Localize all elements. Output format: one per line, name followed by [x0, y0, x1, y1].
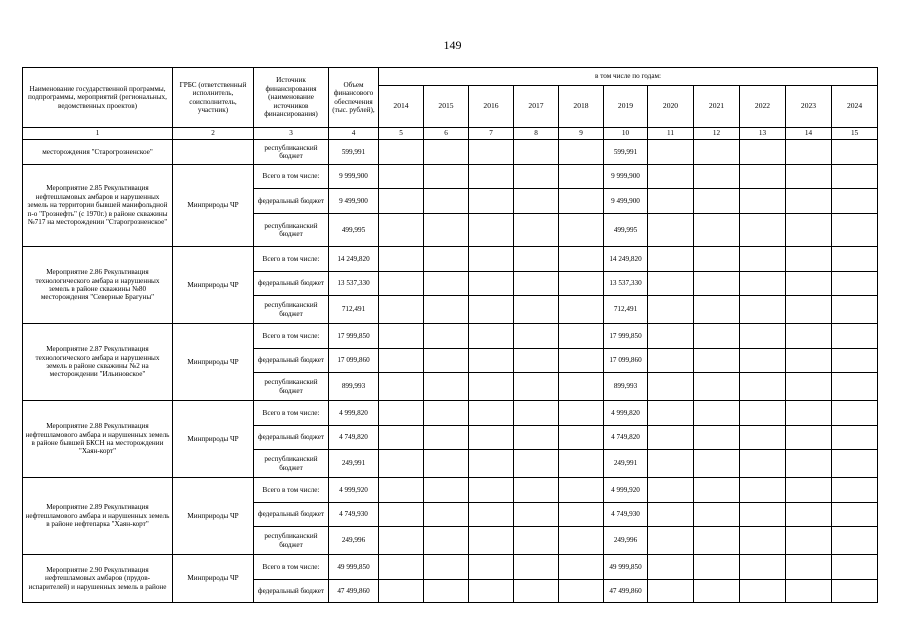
- year-empty-cell: [469, 426, 514, 450]
- year-2019-value: 499,995: [604, 214, 648, 247]
- year-empty-cell: [424, 272, 469, 296]
- year-empty-cell: [514, 555, 559, 580]
- year-empty-cell: [832, 189, 878, 214]
- year-empty-cell: [379, 373, 424, 401]
- year-empty-cell: [832, 296, 878, 324]
- year-empty-cell: [740, 272, 786, 296]
- year-empty-cell: [694, 555, 740, 580]
- year-empty-cell: [469, 324, 514, 349]
- year-empty-cell: [379, 555, 424, 580]
- header-grbs: ГРБС (ответственный исполнитель, соисполнитель, участник): [173, 68, 254, 128]
- year-empty-cell: [786, 527, 832, 555]
- year-empty-cell: [424, 401, 469, 426]
- year-empty-cell: [740, 555, 786, 580]
- year-empty-cell: [559, 527, 604, 555]
- year-empty-cell: [786, 272, 832, 296]
- year-empty-cell: [379, 165, 424, 189]
- funding-source: Всего в том числе:: [254, 324, 329, 349]
- funding-source: Всего в том числе:: [254, 247, 329, 272]
- year-empty-cell: [832, 580, 878, 603]
- table-row: [23, 247, 878, 272]
- year-empty-cell: [424, 349, 469, 373]
- year-2019-value: 14 249,820: [604, 247, 648, 272]
- year-empty-cell: [786, 450, 832, 478]
- year-empty-cell: [514, 324, 559, 349]
- year-empty-cell: [469, 349, 514, 373]
- year-empty-cell: [559, 426, 604, 450]
- year-empty-cell: [740, 324, 786, 349]
- year-2019-value: 4 749,930: [604, 503, 648, 527]
- year-empty-cell: [786, 324, 832, 349]
- year-empty-cell: [514, 296, 559, 324]
- year-empty-cell: [514, 450, 559, 478]
- year-empty-cell: [559, 189, 604, 214]
- year-empty-cell: [424, 324, 469, 349]
- year-empty-cell: [559, 580, 604, 603]
- year-empty-cell: [740, 296, 786, 324]
- year-empty-cell: [379, 503, 424, 527]
- year-empty-cell: [424, 140, 469, 165]
- measure-name: Мероприятие 2.88 Рекультивация нефтешламового амбара и нарушенных земель в районе бывшей БКСН на месторождении "Хаян-корт": [23, 401, 173, 478]
- column-number: 15: [832, 128, 878, 140]
- year-empty-cell: [648, 426, 694, 450]
- year-empty-cell: [648, 247, 694, 272]
- year-empty-cell: [379, 272, 424, 296]
- year-empty-cell: [740, 580, 786, 603]
- year-empty-cell: [469, 373, 514, 401]
- year-empty-cell: [648, 189, 694, 214]
- funding-source: республиканский бюджет: [254, 373, 329, 401]
- year-2019-value: 49 999,850: [604, 555, 648, 580]
- year-empty-cell: [786, 247, 832, 272]
- year-empty-cell: [514, 426, 559, 450]
- year-empty-cell: [514, 478, 559, 503]
- year-empty-cell: [379, 478, 424, 503]
- year-empty-cell: [559, 272, 604, 296]
- budget-body: [23, 140, 878, 603]
- year-2019-value: 4 999,920: [604, 478, 648, 503]
- year-empty-cell: [832, 450, 878, 478]
- year-empty-cell: [379, 247, 424, 272]
- year-empty-cell: [379, 426, 424, 450]
- year-empty-cell: [379, 580, 424, 603]
- year-empty-cell: [559, 450, 604, 478]
- year-empty-cell: [559, 555, 604, 580]
- measure-name: Мероприятие 2.89 Рекультивация нефтешламового амбара и нарушенных земель в районе нефтепарка "Хаян-корт": [23, 478, 173, 555]
- column-numbers-row: [23, 128, 878, 140]
- year-empty-cell: [832, 247, 878, 272]
- year-empty-cell: [424, 165, 469, 189]
- measure-name: Мероприятие 2.86 Рекультивация технологического амбара и нарушенных земель в районе скважины №80 месторождения "Северные Брагуны": [23, 247, 173, 324]
- year-2019-value: 712,491: [604, 296, 648, 324]
- year-empty-cell: [832, 324, 878, 349]
- column-number: 7: [469, 128, 514, 140]
- column-number: 14: [786, 128, 832, 140]
- funding-source: федеральный бюджет: [254, 349, 329, 373]
- measure-grbs: Минприроды ЧР: [173, 324, 254, 401]
- header-year: 2022: [740, 86, 786, 128]
- year-empty-cell: [648, 555, 694, 580]
- year-empty-cell: [786, 140, 832, 165]
- year-2019-value: 47 499,860: [604, 580, 648, 603]
- measure-grbs: Минприроды ЧР: [173, 247, 254, 324]
- year-empty-cell: [379, 450, 424, 478]
- funding-source: Всего в том числе:: [254, 478, 329, 503]
- year-empty-cell: [424, 426, 469, 450]
- year-empty-cell: [740, 247, 786, 272]
- funding-volume: 249,996: [329, 527, 379, 555]
- year-empty-cell: [694, 401, 740, 426]
- funding-source: республиканский бюджет: [254, 140, 329, 165]
- year-empty-cell: [648, 450, 694, 478]
- year-empty-cell: [786, 503, 832, 527]
- funding-source: республиканский бюджет: [254, 214, 329, 247]
- year-empty-cell: [424, 555, 469, 580]
- year-empty-cell: [694, 272, 740, 296]
- year-empty-cell: [740, 527, 786, 555]
- year-empty-cell: [648, 296, 694, 324]
- measure-grbs: Минприроды ЧР: [173, 478, 254, 555]
- funding-volume: 17 999,850: [329, 324, 379, 349]
- funding-source: федеральный бюджет: [254, 272, 329, 296]
- year-empty-cell: [694, 478, 740, 503]
- year-empty-cell: [514, 247, 559, 272]
- table-row: [23, 140, 878, 165]
- year-empty-cell: [469, 296, 514, 324]
- year-empty-cell: [514, 580, 559, 603]
- measure-name: Мероприятие 2.85 Рекультивация нефтешламовых амбаров и нарушенных земель на территории бывшей манифольдной п-о "Грознефть" (с 1970г.) в районе скважины №717 на месторождении "Старогрозненское": [23, 165, 173, 247]
- year-empty-cell: [648, 349, 694, 373]
- year-2019-value: 9 999,900: [604, 165, 648, 189]
- measure-grbs: [173, 140, 254, 165]
- year-empty-cell: [559, 214, 604, 247]
- header-source: Источник финансирования (наименование источников финансирования): [254, 68, 329, 128]
- year-empty-cell: [469, 401, 514, 426]
- funding-source: Всего в том числе:: [254, 165, 329, 189]
- year-empty-cell: [740, 426, 786, 450]
- year-2019-value: 599,991: [604, 140, 648, 165]
- funding-source: республиканский бюджет: [254, 527, 329, 555]
- year-empty-cell: [424, 247, 469, 272]
- year-empty-cell: [832, 527, 878, 555]
- year-empty-cell: [786, 214, 832, 247]
- year-empty-cell: [514, 272, 559, 296]
- year-empty-cell: [469, 450, 514, 478]
- year-empty-cell: [786, 349, 832, 373]
- year-empty-cell: [424, 478, 469, 503]
- year-empty-cell: [424, 189, 469, 214]
- year-empty-cell: [559, 373, 604, 401]
- header-year: 2019: [604, 86, 648, 128]
- table-row: [23, 165, 878, 189]
- year-empty-cell: [694, 503, 740, 527]
- funding-volume: 599,991: [329, 140, 379, 165]
- year-empty-cell: [832, 373, 878, 401]
- year-empty-cell: [469, 165, 514, 189]
- year-empty-cell: [694, 324, 740, 349]
- year-empty-cell: [424, 214, 469, 247]
- funding-volume: 9 499,900: [329, 189, 379, 214]
- funding-volume: 4 749,820: [329, 426, 379, 450]
- header-year: 2014: [379, 86, 424, 128]
- year-2019-value: 249,996: [604, 527, 648, 555]
- year-empty-cell: [694, 349, 740, 373]
- year-empty-cell: [740, 214, 786, 247]
- year-empty-cell: [786, 426, 832, 450]
- funding-volume: 899,993: [329, 373, 379, 401]
- year-empty-cell: [832, 503, 878, 527]
- column-number: 9: [559, 128, 604, 140]
- funding-source: федеральный бюджет: [254, 580, 329, 603]
- year-empty-cell: [559, 401, 604, 426]
- table-row: [23, 555, 878, 580]
- column-number: 5: [379, 128, 424, 140]
- year-empty-cell: [786, 401, 832, 426]
- year-empty-cell: [694, 580, 740, 603]
- year-empty-cell: [694, 296, 740, 324]
- year-empty-cell: [648, 272, 694, 296]
- year-empty-cell: [694, 450, 740, 478]
- year-empty-cell: [786, 555, 832, 580]
- year-empty-cell: [832, 349, 878, 373]
- year-empty-cell: [514, 401, 559, 426]
- year-empty-cell: [648, 324, 694, 349]
- header-year: 2017: [514, 86, 559, 128]
- year-empty-cell: [379, 214, 424, 247]
- year-empty-cell: [694, 373, 740, 401]
- funding-volume: 499,995: [329, 214, 379, 247]
- funding-volume: 712,491: [329, 296, 379, 324]
- funding-volume: 49 999,850: [329, 555, 379, 580]
- year-empty-cell: [740, 349, 786, 373]
- header-year: 2018: [559, 86, 604, 128]
- column-number: 10: [604, 128, 648, 140]
- year-empty-cell: [514, 527, 559, 555]
- column-number: 1: [23, 128, 173, 140]
- funding-volume: 4 749,930: [329, 503, 379, 527]
- column-number: 13: [740, 128, 786, 140]
- year-empty-cell: [740, 140, 786, 165]
- year-empty-cell: [379, 189, 424, 214]
- year-empty-cell: [379, 401, 424, 426]
- year-empty-cell: [424, 373, 469, 401]
- year-empty-cell: [694, 527, 740, 555]
- year-empty-cell: [648, 373, 694, 401]
- funding-volume: 17 099,860: [329, 349, 379, 373]
- table-row: [23, 478, 878, 503]
- year-empty-cell: [514, 373, 559, 401]
- year-2019-value: 13 537,330: [604, 272, 648, 296]
- year-empty-cell: [379, 349, 424, 373]
- column-number: 6: [424, 128, 469, 140]
- year-empty-cell: [379, 527, 424, 555]
- year-empty-cell: [694, 165, 740, 189]
- year-empty-cell: [424, 527, 469, 555]
- year-empty-cell: [786, 580, 832, 603]
- year-empty-cell: [832, 140, 878, 165]
- funding-volume: 4 999,920: [329, 478, 379, 503]
- year-empty-cell: [469, 555, 514, 580]
- header-row: [23, 68, 878, 86]
- funding-volume: 47 499,860: [329, 580, 379, 603]
- year-empty-cell: [469, 527, 514, 555]
- year-empty-cell: [559, 165, 604, 189]
- year-empty-cell: [469, 214, 514, 247]
- year-empty-cell: [832, 478, 878, 503]
- year-empty-cell: [740, 189, 786, 214]
- year-empty-cell: [832, 165, 878, 189]
- header-year: 2021: [694, 86, 740, 128]
- header-name: Наименование государственной программы, подпрограммы, мероприятий (региональных, ведомственных проектов): [23, 68, 173, 128]
- year-empty-cell: [559, 349, 604, 373]
- year-empty-cell: [469, 503, 514, 527]
- year-empty-cell: [514, 214, 559, 247]
- year-empty-cell: [648, 478, 694, 503]
- year-empty-cell: [740, 503, 786, 527]
- year-empty-cell: [648, 401, 694, 426]
- header-year: 2020: [648, 86, 694, 128]
- year-empty-cell: [559, 296, 604, 324]
- year-2019-value: 17 999,850: [604, 324, 648, 349]
- year-empty-cell: [694, 214, 740, 247]
- measure-grbs: Минприроды ЧР: [173, 165, 254, 247]
- header-year: 2016: [469, 86, 514, 128]
- year-2019-value: 4 999,820: [604, 401, 648, 426]
- funding-volume: 9 999,900: [329, 165, 379, 189]
- year-2019-value: 899,993: [604, 373, 648, 401]
- column-number: 2: [173, 128, 254, 140]
- year-2019-value: 249,991: [604, 450, 648, 478]
- year-empty-cell: [648, 527, 694, 555]
- year-empty-cell: [740, 401, 786, 426]
- year-empty-cell: [648, 580, 694, 603]
- page-number: 149: [443, 38, 462, 52]
- year-empty-cell: [740, 450, 786, 478]
- year-empty-cell: [740, 373, 786, 401]
- year-empty-cell: [694, 189, 740, 214]
- funding-volume: 4 999,820: [329, 401, 379, 426]
- year-empty-cell: [648, 214, 694, 247]
- column-number: 8: [514, 128, 559, 140]
- funding-source: федеральный бюджет: [254, 426, 329, 450]
- year-empty-cell: [469, 247, 514, 272]
- year-empty-cell: [469, 189, 514, 214]
- year-empty-cell: [514, 189, 559, 214]
- funding-source: федеральный бюджет: [254, 189, 329, 214]
- year-empty-cell: [694, 247, 740, 272]
- year-empty-cell: [648, 165, 694, 189]
- funding-source: федеральный бюджет: [254, 503, 329, 527]
- year-empty-cell: [424, 450, 469, 478]
- year-empty-cell: [832, 555, 878, 580]
- header-year: 2024: [832, 86, 878, 128]
- year-empty-cell: [648, 503, 694, 527]
- measure-name: Мероприятие 2.87 Рекультивация технологического амбара и нарушенных земель в районе скважины №2 на месторождении "Ильиновское": [23, 324, 173, 401]
- header-year: 2015: [424, 86, 469, 128]
- year-2019-value: 9 499,900: [604, 189, 648, 214]
- year-empty-cell: [740, 165, 786, 189]
- year-empty-cell: [832, 426, 878, 450]
- year-empty-cell: [559, 140, 604, 165]
- budget-table: [22, 67, 878, 603]
- funding-source: Всего в том числе:: [254, 401, 329, 426]
- year-empty-cell: [424, 580, 469, 603]
- funding-source: республиканский бюджет: [254, 450, 329, 478]
- year-empty-cell: [424, 296, 469, 324]
- year-empty-cell: [559, 247, 604, 272]
- year-empty-cell: [469, 478, 514, 503]
- year-empty-cell: [786, 478, 832, 503]
- year-empty-cell: [786, 373, 832, 401]
- funding-volume: 249,991: [329, 450, 379, 478]
- year-empty-cell: [514, 503, 559, 527]
- funding-source: Всего в том числе:: [254, 555, 329, 580]
- year-empty-cell: [694, 140, 740, 165]
- funding-source: республиканский бюджет: [254, 296, 329, 324]
- year-empty-cell: [740, 478, 786, 503]
- year-empty-cell: [786, 296, 832, 324]
- measure-grbs: Минприроды ЧР: [173, 555, 254, 603]
- year-empty-cell: [559, 324, 604, 349]
- year-empty-cell: [559, 478, 604, 503]
- measure-name: Мероприятие 2.90 Рекультивация нефтешламовых амбаров (прудов-испарителей) и нарушенных земель в районе: [23, 555, 173, 603]
- year-empty-cell: [379, 324, 424, 349]
- year-empty-cell: [469, 580, 514, 603]
- year-empty-cell: [469, 272, 514, 296]
- year-empty-cell: [832, 272, 878, 296]
- measure-grbs: Минприроды ЧР: [173, 401, 254, 478]
- year-empty-cell: [832, 401, 878, 426]
- header-by-years: в том числе по годам:: [379, 68, 878, 86]
- table-row: [23, 401, 878, 426]
- header-year: 2023: [786, 86, 832, 128]
- funding-volume: 13 537,330: [329, 272, 379, 296]
- column-number: 12: [694, 128, 740, 140]
- header-volume: Объем финансового обеспечения (тыс. рублей),: [329, 68, 379, 128]
- year-empty-cell: [832, 214, 878, 247]
- measure-name: месторождения "Старогрозненское": [23, 140, 173, 165]
- year-empty-cell: [379, 140, 424, 165]
- year-empty-cell: [786, 189, 832, 214]
- year-empty-cell: [424, 503, 469, 527]
- year-2019-value: 4 749,820: [604, 426, 648, 450]
- year-empty-cell: [469, 140, 514, 165]
- year-empty-cell: [514, 349, 559, 373]
- column-number: 4: [329, 128, 379, 140]
- year-empty-cell: [514, 165, 559, 189]
- year-2019-value: 17 099,860: [604, 349, 648, 373]
- year-empty-cell: [514, 140, 559, 165]
- year-empty-cell: [648, 140, 694, 165]
- year-empty-cell: [379, 296, 424, 324]
- table-row: [23, 324, 878, 349]
- year-empty-cell: [559, 503, 604, 527]
- year-empty-cell: [786, 165, 832, 189]
- year-empty-cell: [694, 426, 740, 450]
- column-number: 3: [254, 128, 329, 140]
- funding-volume: 14 249,820: [329, 247, 379, 272]
- column-number: 11: [648, 128, 694, 140]
